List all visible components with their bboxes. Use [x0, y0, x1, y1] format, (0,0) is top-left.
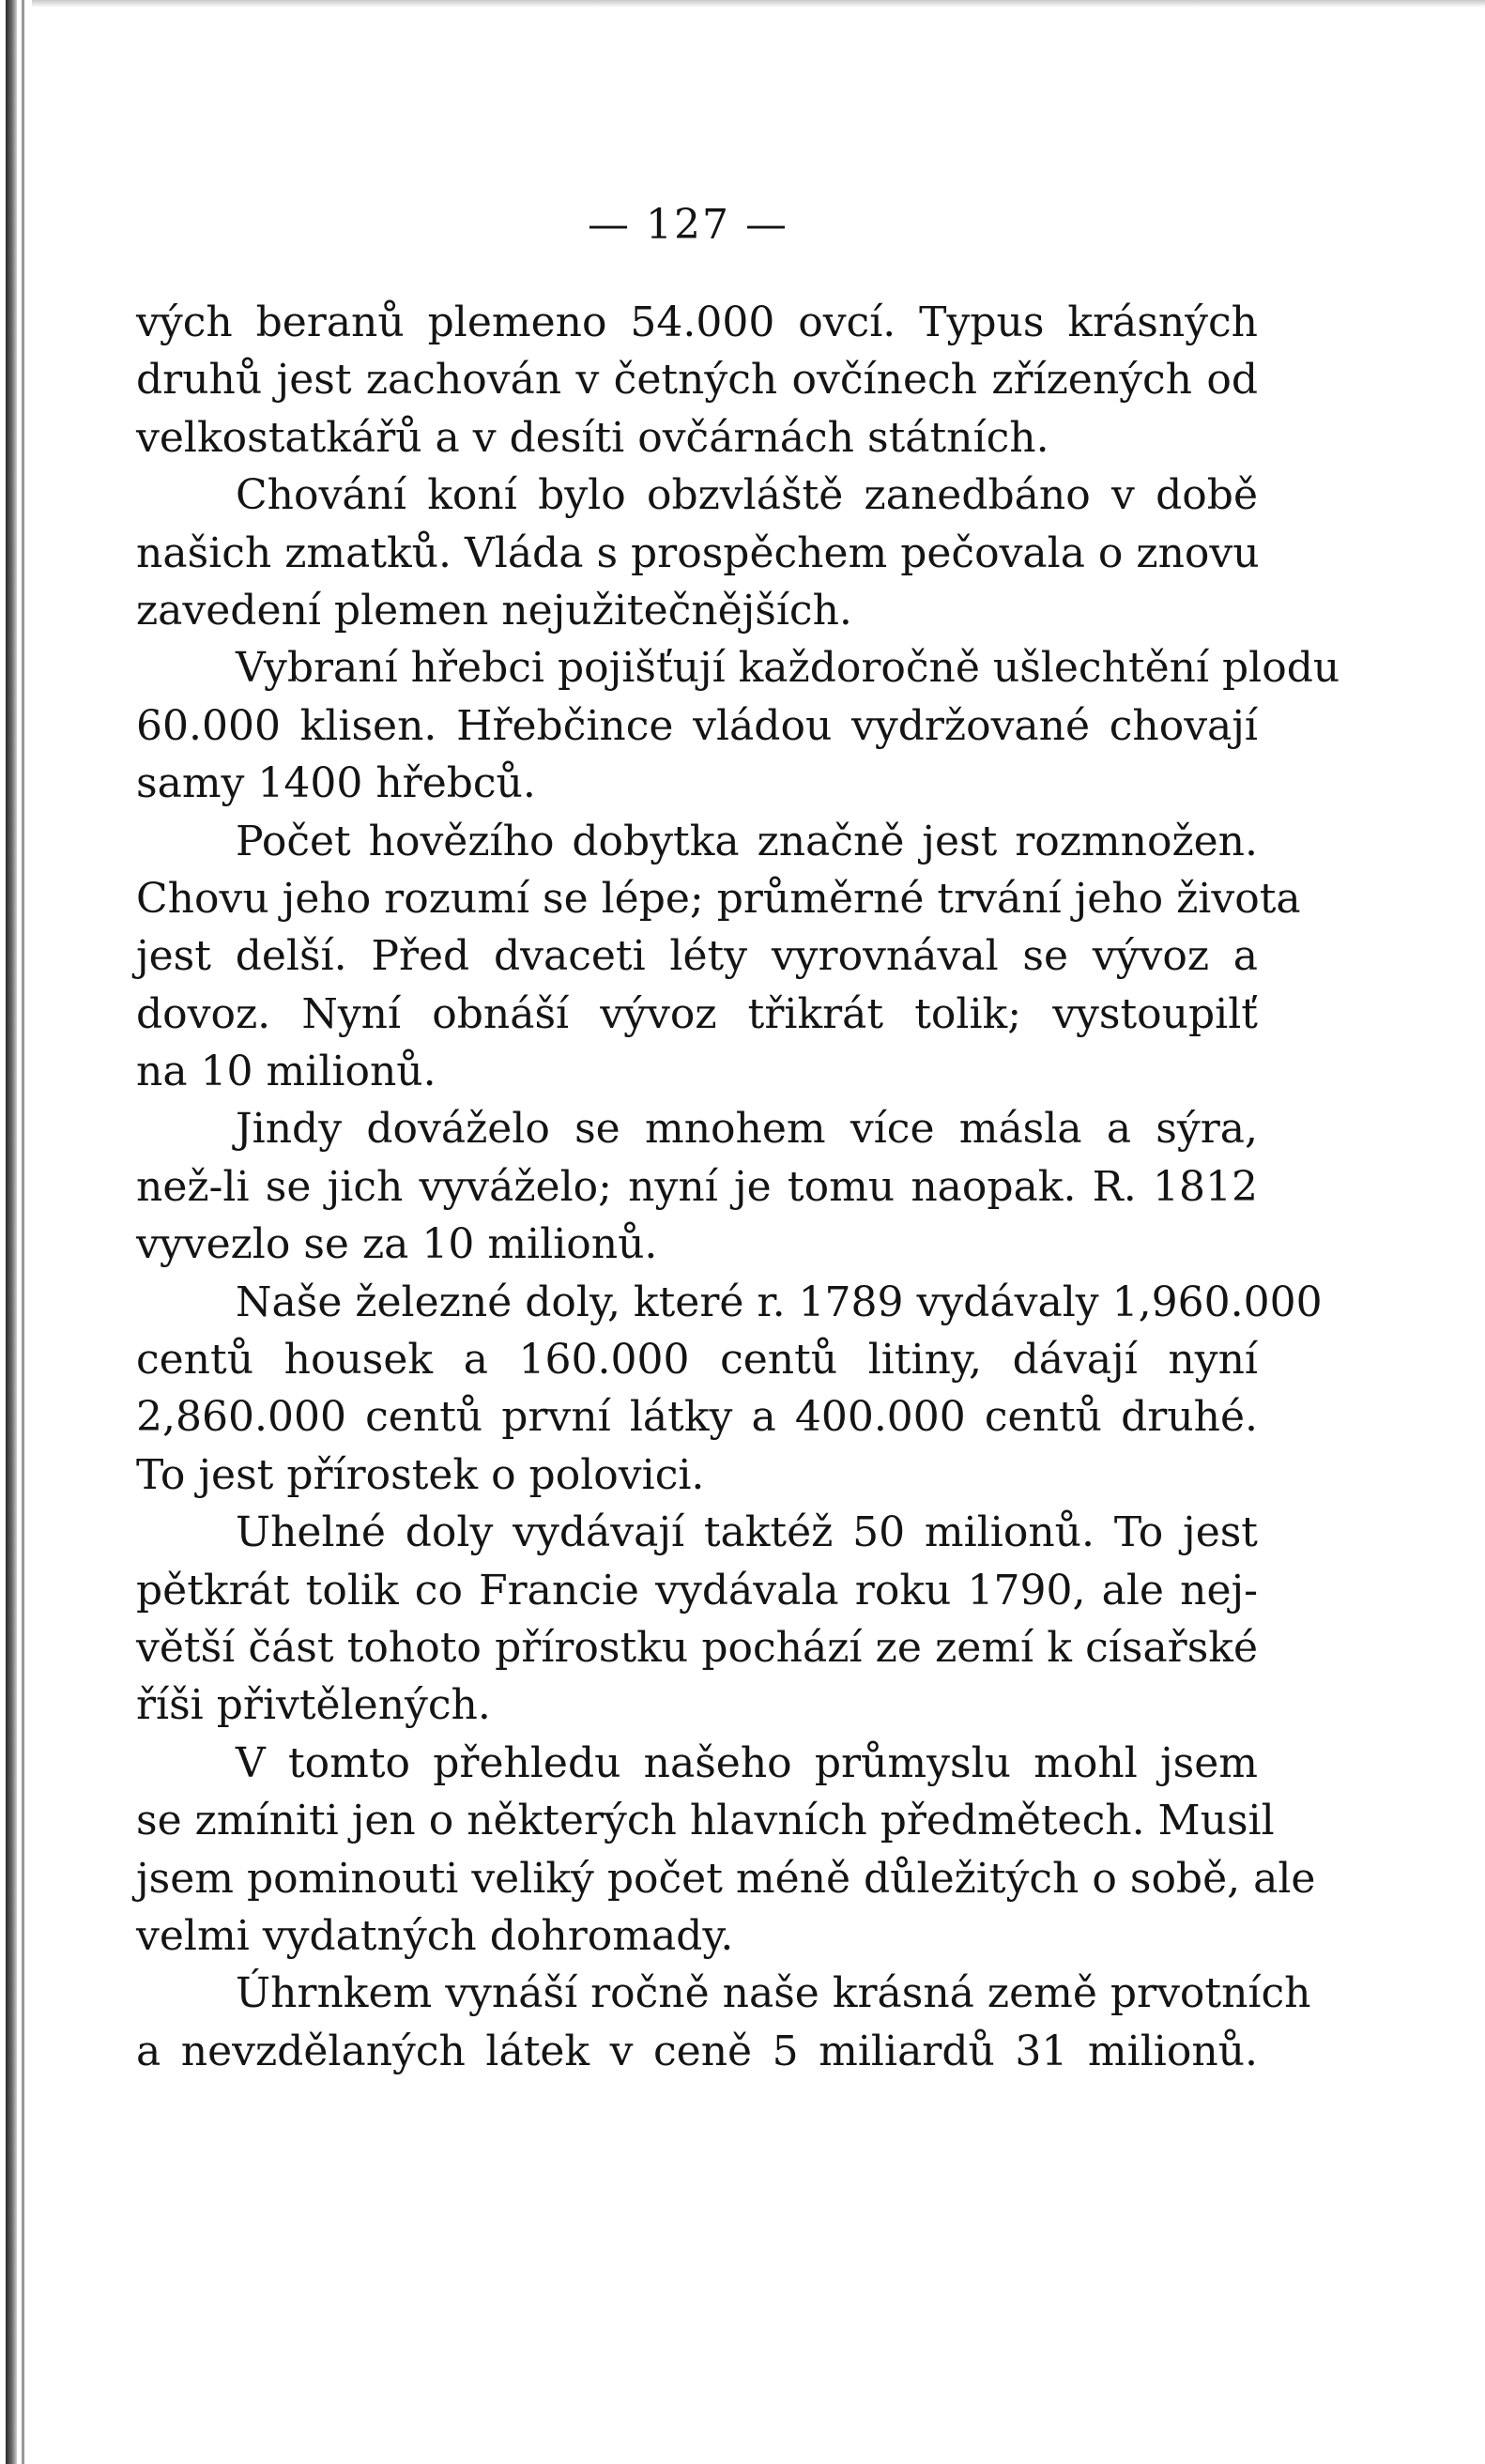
text-line: velkostatkářů a v desíti ovčárnách státních.	[136, 413, 1049, 462]
gutter-line	[22, 0, 24, 2464]
text-line: centů housek a 160.000 centů litiny, dávají nyní	[136, 1336, 1258, 1385]
text-line: říši přivtělených.	[136, 1681, 491, 1730]
text-line: To jest přírostek o polovici.	[136, 1450, 705, 1499]
paragraph-start-line: Naše železné doly, které r. 1789 vydávaly 1,960.000	[236, 1278, 1323, 1326]
page-top-edge	[0, 0, 1485, 8]
text-line: 60.000 klisen. Hřebčince vládou vydržované chovají	[136, 701, 1258, 750]
text-line: vých beranů plemeno 54.000 ovcí. Typus krásných	[136, 298, 1258, 346]
text-line: pětkrát tolik co Francie vydávala roku 1790, ale nej-	[136, 1566, 1258, 1615]
text-line: jsem pominouti veliký počet méně důležitých o sobě, ale	[136, 1854, 1316, 1903]
text-line: Chovu jeho rozumí se lépe; průměrné trvání jeho života	[136, 874, 1301, 923]
text-line: větší část tohoto přírostku pochází ze zemí k císařské	[136, 1623, 1258, 1672]
text-line: jest delší. Před dvaceti léty vyrovnával se vývoz a	[136, 932, 1258, 981]
text-line: velmi vydatných dohromady.	[136, 1911, 734, 1960]
book-gutter	[0, 0, 32, 2464]
paragraph-start-line: Chování koní bylo obzvláště zanedbáno v době	[236, 471, 1258, 520]
text-line: a nevzdělaných látek v ceně 5 miliardů 31 milionů.	[136, 2027, 1258, 2075]
text-line: na 10 milionů.	[136, 1048, 436, 1096]
gutter-shadow	[6, 0, 17, 2464]
paragraph-start-line: Vybraní hřebci pojišťují každoročně ušlechtění plodu	[236, 644, 1340, 693]
text-line: vyvezlo se za 10 milionů.	[136, 1220, 658, 1269]
page-number: — 127 —	[588, 201, 788, 249]
text-line: našich zmatků. Vláda s prospěchem pečovala o znovu	[136, 528, 1260, 577]
paragraph-start-line: V tomto přehledu našeho průmyslu mohl jsem	[236, 1738, 1258, 1787]
text-line: 2,860.000 centů první látky a 400.000 centů druhé.	[136, 1393, 1258, 1442]
paragraph-start-line: Uhelné doly vydávají taktéž 50 milionů. To jest	[236, 1508, 1258, 1557]
paragraph-start-line: Jindy dováželo se mnohem více másla a sýra,	[236, 1105, 1258, 1154]
body-text	[136, 294, 1340, 2080]
text-line: než-li se jich vyváželo; nyní je tomu naopak. R. 1812	[136, 1162, 1258, 1211]
text-line: dovoz. Nyní obnáší vývoz třikrát tolik; vystoupilť	[136, 989, 1258, 1038]
text-line: druhů jest zachován v četných ovčínech zřízených od	[136, 356, 1258, 405]
paragraph-start-line: Úhrnkem vynáší ročně naše krásná země prvotních	[236, 1969, 1311, 2018]
text-line: samy 1400 hřebců.	[136, 759, 536, 808]
text-line: se zmíniti jen o některých hlavních předmětech. Musil	[136, 1797, 1275, 1845]
paragraph-start-line: Počet hovězího dobytka značně jest rozmnožen.	[236, 817, 1258, 865]
text-line: zavedení plemen nejužitečnějších.	[136, 586, 852, 635]
